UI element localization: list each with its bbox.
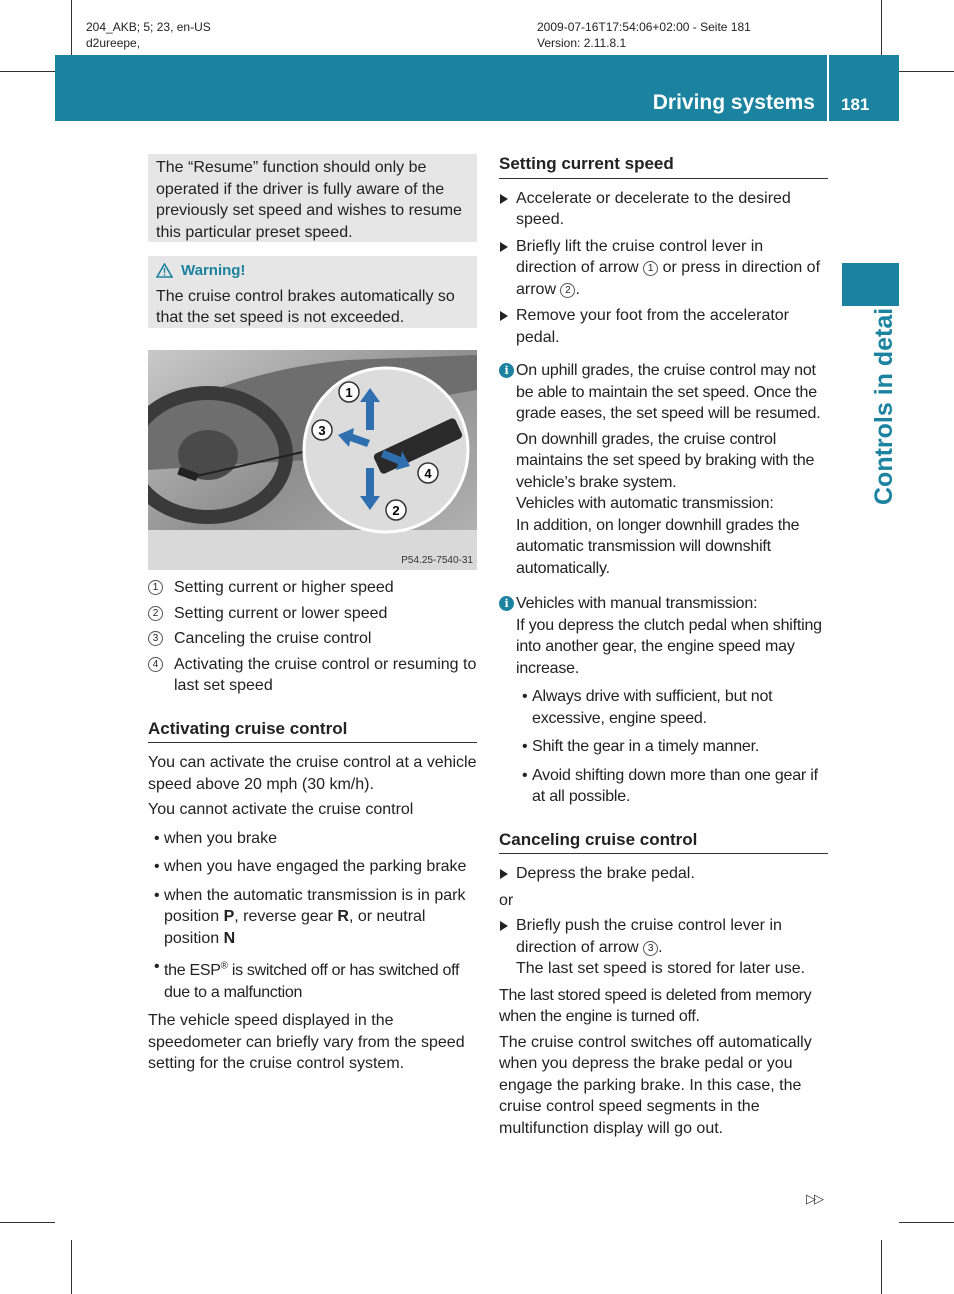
callout-number: 1	[148, 580, 163, 595]
crop-mark	[899, 1222, 954, 1223]
legend-item	[148, 577, 477, 599]
warning-title	[156, 260, 469, 282]
list-item	[148, 856, 477, 878]
text-run: , reverse gear	[234, 908, 338, 925]
warning-box	[148, 256, 477, 328]
warning-triangle-icon	[156, 263, 173, 278]
instruction-step	[499, 915, 828, 980]
legend-item	[148, 603, 477, 625]
list-item	[148, 828, 477, 850]
list-item-text: when you brake	[164, 829, 277, 847]
header-divider	[827, 55, 829, 121]
step-text: Remove your foot from the accelerator pedal.	[516, 307, 790, 346]
text-run: the ESP	[164, 962, 221, 980]
page-header	[55, 55, 899, 121]
gear-p: P	[223, 908, 235, 925]
list-item-text: when you have engaged the parking brake	[164, 858, 467, 875]
activating-heading: Activating cruise control	[148, 718, 477, 744]
warning-text: The cruise control brakes automatically so that the set speed is not exceeded.	[156, 287, 455, 326]
svg-text:4: 4	[424, 466, 432, 481]
legend-text: Setting current or lower speed	[174, 604, 388, 622]
left-column	[148, 154, 477, 1079]
text-run: Briefly lift the cruise control lever in direction of arrow	[516, 237, 764, 276]
callout-number: 1	[643, 261, 658, 276]
bullet-dot: •	[154, 886, 160, 904]
step-result: The last set speed is stored for later use.	[516, 960, 806, 977]
list-item	[148, 956, 477, 1003]
info-note	[499, 360, 828, 579]
list-item	[516, 686, 828, 729]
text-run: , or neutral position	[164, 908, 426, 947]
info-paragraph: Vehicles with manual transmission:	[516, 595, 758, 612]
gear-r: R	[337, 908, 349, 925]
text-run: Briefly push the cruise control lever in direction of arrow	[516, 917, 782, 956]
bullet-dot: •	[522, 688, 528, 705]
step-arrow-icon	[500, 311, 508, 321]
bullet-dot: •	[154, 829, 160, 847]
activating-paragraph: You cannot activate the cruise control	[148, 801, 414, 818]
print-meta-left	[86, 19, 211, 51]
section-title: Driving systems	[652, 91, 815, 114]
crop-mark	[0, 71, 55, 72]
gear-n: N	[223, 929, 236, 947]
bullet-dot: •	[154, 858, 160, 875]
svg-text:1: 1	[345, 385, 353, 400]
callout-number: 2	[148, 606, 163, 621]
step-text: Accelerate or decelerate to the desired speed.	[516, 189, 791, 228]
step-arrow-icon	[500, 921, 508, 931]
callout-number: 3	[643, 941, 658, 956]
legend-text: Canceling the cruise control	[174, 630, 372, 647]
step-text	[516, 917, 782, 956]
list-item-text: Always drive with sufficient, but not excessive, engine speed.	[532, 688, 773, 727]
crop-mark	[71, 1240, 72, 1294]
list-item	[516, 736, 828, 758]
resume-note-text: The “Resume” function should only be operated if the driver is fully aware of the previously set speed and wishes to resume this particular preset speed.	[156, 159, 462, 241]
registered-mark: ®	[220, 961, 228, 972]
text-run: .	[658, 938, 663, 956]
bullet-dot: •	[522, 738, 528, 755]
setting-heading: Setting current speed	[499, 153, 828, 179]
callout-number: 4	[148, 657, 163, 672]
list-item-text	[164, 887, 465, 947]
list-item-text	[164, 962, 459, 1001]
list-item-text: Shift the gear in a timely manner.	[532, 738, 760, 755]
legend-text: Activating the cruise control or resuming to last set speed	[174, 655, 477, 694]
list-item-text: Avoid shifting down more than one gear if at all possible.	[532, 766, 818, 805]
info-paragraph: On uphill grades, the cruise control may not be able to maintain the set speed. Once the grade eases, the set speed will be resumed.	[516, 362, 821, 422]
or-text: or	[499, 891, 514, 909]
closing-paragraph: The vehicle speed displayed in the speedometer can briefly vary from the speed setting for the cruise control system.	[148, 1012, 465, 1073]
resume-note	[148, 154, 477, 242]
legend-text: Setting current or higher speed	[174, 579, 394, 596]
chapter-tab	[842, 263, 899, 306]
instruction-step	[499, 236, 828, 301]
canceling-heading: Canceling cruise control	[499, 829, 828, 855]
instruction-step	[499, 305, 828, 348]
svg-text:3: 3	[318, 423, 326, 438]
legend-item	[148, 654, 477, 697]
canceling-paragraph: The last stored speed is deleted from memory when the engine is turned off.	[499, 986, 812, 1025]
step-text	[516, 238, 820, 298]
continue-arrows: ▷▷	[806, 1191, 822, 1206]
step-arrow-icon	[500, 242, 508, 252]
info-note	[499, 593, 828, 808]
callout-number: 2	[560, 283, 575, 298]
info-paragraph: Vehicles with automatic transmission:	[516, 495, 774, 512]
cruise-control-lever-illustration	[148, 350, 477, 570]
crop-mark	[881, 0, 882, 55]
info-icon: i	[499, 363, 514, 378]
page-number: 181	[841, 95, 870, 114]
info-paragraph: In addition, on longer downhill grades the automatic transmission will downshift automatically.	[516, 516, 800, 577]
text-run: when the automatic transmission is in park position	[164, 886, 466, 925]
legend-item	[148, 628, 477, 650]
image-code: P54.25-7540-31	[401, 555, 473, 566]
list-item	[148, 885, 477, 950]
text-run: .	[575, 280, 580, 298]
text-run: is switched off or has switched off due to a malfunction	[164, 962, 460, 1001]
bullet-dot: •	[522, 766, 528, 784]
print-meta-right	[537, 19, 751, 51]
step-text: Depress the brake pedal.	[516, 865, 695, 882]
text-run: or press in direction of arrow	[516, 259, 821, 298]
info-icon: i	[499, 596, 514, 611]
canceling-paragraph: The cruise control switches off automatically when you depress the brake pedal or you engage the parking brake. In this case, the cruise control speed segments in the multifunction display will go out.	[499, 1033, 812, 1137]
step-arrow-icon	[500, 194, 508, 204]
cockpit-image	[148, 350, 477, 570]
meta-line: 204_AKB; 5; 23, en-US	[86, 20, 211, 34]
right-column	[499, 153, 828, 1143]
meta-line: Version: 2.11.8.1	[537, 36, 627, 50]
crop-mark	[71, 0, 72, 55]
info-paragraph: If you depress the clutch pedal when shifting into another gear, the engine speed may increase.	[516, 616, 822, 677]
info-paragraph: On downhill grades, the cruise control maintains the set speed by braking with the vehicle’s brake system.	[516, 430, 815, 491]
instruction-step	[499, 188, 828, 231]
crop-mark	[899, 71, 954, 72]
crop-mark	[0, 1222, 55, 1223]
step-arrow-icon	[500, 869, 508, 879]
legend-list	[148, 577, 477, 697]
bullet-dot: •	[154, 958, 160, 975]
svg-text:2: 2	[392, 503, 400, 518]
chapter-tab-label: Controls in detail	[870, 300, 898, 505]
warning-title-text: Warning!	[181, 262, 246, 279]
crop-mark	[881, 1240, 882, 1294]
meta-line: 2009-07-16T17:54:06+02:00 - Seite 181	[537, 20, 751, 34]
meta-line: d2ureepe,	[86, 36, 141, 50]
activating-paragraph: You can activate the cruise control at a vehicle speed above 20 mph (30 km/h).	[148, 754, 477, 793]
list-item	[516, 765, 828, 808]
instruction-step	[499, 863, 828, 885]
callout-number: 3	[148, 631, 163, 646]
